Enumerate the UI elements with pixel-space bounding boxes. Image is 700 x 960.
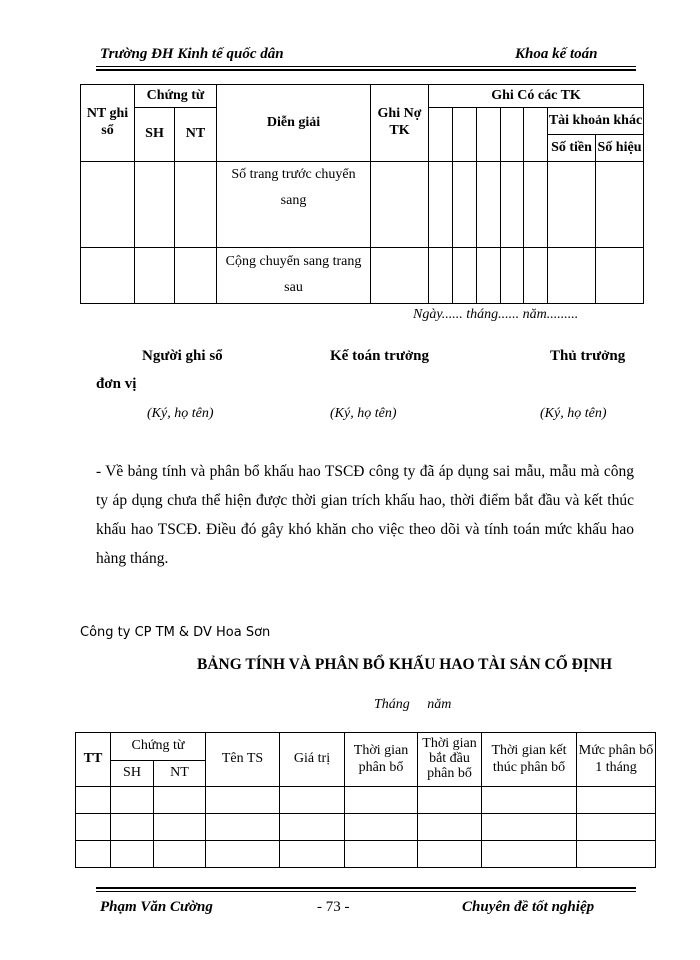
col-so-tien: Số tiền bbox=[548, 135, 596, 162]
table-cell bbox=[477, 162, 501, 248]
col-so-hieu: Số hiệu bbox=[596, 135, 644, 162]
col-nt-ghi-so: NT ghi sổ bbox=[81, 85, 135, 162]
ledger-table bbox=[80, 84, 644, 304]
ghi-co-cell bbox=[524, 107, 548, 161]
t2-col-tg-phan-bo: Thời gian phân bổ bbox=[345, 733, 418, 787]
table-cell bbox=[206, 814, 280, 841]
signature-person2: Kế toán trưởng bbox=[330, 348, 429, 364]
table-cell bbox=[548, 247, 596, 303]
table2-title: BẢNG TÍNH VÀ PHÂN BỔ KHẤU HAO TÀI SẢN CỐ ĐỊNH bbox=[197, 656, 613, 673]
body-paragraph: - Về bảng tính và phân bổ khấu hao TSCĐ công ty đã áp dụng sai mẫu, mẫu mà công ty áp dụng chưa thể hiện được thời gian trích khấu hao, thời điểm bắt đầu và kết thúc khấu hao TSCĐ. Điều đó gây khó khăn cho việc theo dõi và tính toán mức khấu hao hàng tháng. bbox=[96, 463, 634, 567]
t2-col-muc-phan-bo: Mức phân bổ 1 tháng bbox=[577, 733, 656, 787]
t2-col-sh: SH bbox=[111, 761, 154, 787]
ghi-co-cell bbox=[453, 107, 477, 161]
signature-person3: Thủ trưởng bbox=[550, 348, 626, 364]
table-cell bbox=[524, 247, 548, 303]
t2-col-tg-ket-thuc: Thời gian kết thúc phân bổ bbox=[482, 733, 577, 787]
date-line: Ngày...... tháng...... năm......... bbox=[413, 307, 579, 322]
table-cell bbox=[345, 787, 418, 814]
col-ghi-no: Ghi Nợ TK bbox=[371, 85, 429, 162]
table-cell bbox=[596, 247, 644, 303]
table-cell bbox=[596, 162, 644, 248]
depreciation-table bbox=[75, 732, 656, 868]
table-cell bbox=[280, 787, 345, 814]
signature-note-1: (Ký, họ tên) bbox=[147, 406, 214, 421]
company-name: Công ty CP TM & DV Hoa Sơn bbox=[80, 625, 271, 640]
ghi-co-cell bbox=[501, 107, 524, 161]
table-cell bbox=[175, 162, 217, 248]
ghi-co-cell bbox=[429, 107, 453, 161]
table-cell bbox=[76, 814, 111, 841]
signature-note-3: (Ký, họ tên) bbox=[540, 406, 607, 421]
table-cell bbox=[111, 841, 154, 868]
table-cell bbox=[524, 162, 548, 248]
table-cell bbox=[206, 787, 280, 814]
table-cell bbox=[482, 814, 577, 841]
table-cell bbox=[501, 247, 524, 303]
footer-rule bbox=[96, 891, 636, 892]
table2-period: Tháng năm bbox=[374, 697, 452, 712]
table-cell bbox=[76, 787, 111, 814]
table-cell bbox=[111, 787, 154, 814]
table-cell bbox=[577, 841, 656, 868]
col-sh: SH bbox=[135, 107, 175, 161]
table-cell bbox=[418, 814, 482, 841]
table-cell bbox=[280, 814, 345, 841]
table-cell bbox=[135, 247, 175, 303]
signature-person3-cont: đơn vị bbox=[96, 376, 137, 392]
header-rule bbox=[96, 66, 636, 67]
row2-desc: Cộng chuyển sang trang sau bbox=[217, 247, 371, 303]
table-cell bbox=[154, 841, 206, 868]
t2-col-gia-tri: Giá trị bbox=[280, 733, 345, 787]
table-cell bbox=[135, 162, 175, 248]
table-cell bbox=[76, 841, 111, 868]
table-cell bbox=[81, 247, 135, 303]
table-cell bbox=[371, 247, 429, 303]
table-cell bbox=[418, 841, 482, 868]
table-cell bbox=[429, 247, 453, 303]
table-cell bbox=[154, 787, 206, 814]
table-cell bbox=[577, 814, 656, 841]
footer-page-number: - 73 - bbox=[317, 899, 350, 915]
t2-col-ten-ts: Tên TS bbox=[206, 733, 280, 787]
t2-col-nt: NT bbox=[154, 761, 206, 787]
header-left: Trường ĐH Kinh tế quốc dân bbox=[100, 46, 284, 62]
table-cell bbox=[453, 247, 477, 303]
row1-desc: Số trang trước chuyển sang bbox=[217, 162, 371, 248]
table-cell bbox=[371, 162, 429, 248]
table-cell bbox=[418, 787, 482, 814]
footer-rule-thick bbox=[96, 887, 636, 889]
table-cell bbox=[577, 787, 656, 814]
t2-col-chung-tu: Chứng từ bbox=[111, 733, 206, 761]
signature-person1: Người ghi sổ bbox=[142, 348, 223, 364]
table-cell bbox=[453, 162, 477, 248]
col-nt: NT bbox=[175, 107, 217, 161]
table-cell bbox=[81, 162, 135, 248]
table-cell bbox=[548, 162, 596, 248]
t2-col-tt: TT bbox=[76, 733, 111, 787]
footer-right: Chuyên đề tốt nghiệp bbox=[462, 899, 595, 915]
table-cell bbox=[429, 162, 453, 248]
t2-col-tg-bat-dau: Thời gian bắt đầu phân bổ bbox=[418, 733, 482, 787]
table-cell bbox=[206, 841, 280, 868]
col-tk-khac: Tài khoản khác bbox=[548, 107, 644, 134]
ghi-co-cell bbox=[477, 107, 501, 161]
table-cell bbox=[345, 841, 418, 868]
table-cell bbox=[154, 814, 206, 841]
col-ghi-co: Ghi Có các TK bbox=[429, 85, 644, 108]
header-right: Khoa kế toán bbox=[515, 46, 598, 62]
signature-note-2: (Ký, họ tên) bbox=[330, 406, 397, 421]
col-dien-giai: Diễn giải bbox=[217, 85, 371, 162]
table-cell bbox=[111, 814, 154, 841]
table-cell bbox=[345, 814, 418, 841]
col-chung-tu: Chứng từ bbox=[135, 85, 217, 108]
table-cell bbox=[482, 841, 577, 868]
table-cell bbox=[280, 841, 345, 868]
table-cell bbox=[175, 247, 217, 303]
header-rule-thick bbox=[96, 69, 636, 71]
table-cell bbox=[482, 787, 577, 814]
footer-left: Phạm Văn Cường bbox=[100, 899, 213, 915]
table-cell bbox=[501, 162, 524, 248]
table-cell bbox=[477, 247, 501, 303]
